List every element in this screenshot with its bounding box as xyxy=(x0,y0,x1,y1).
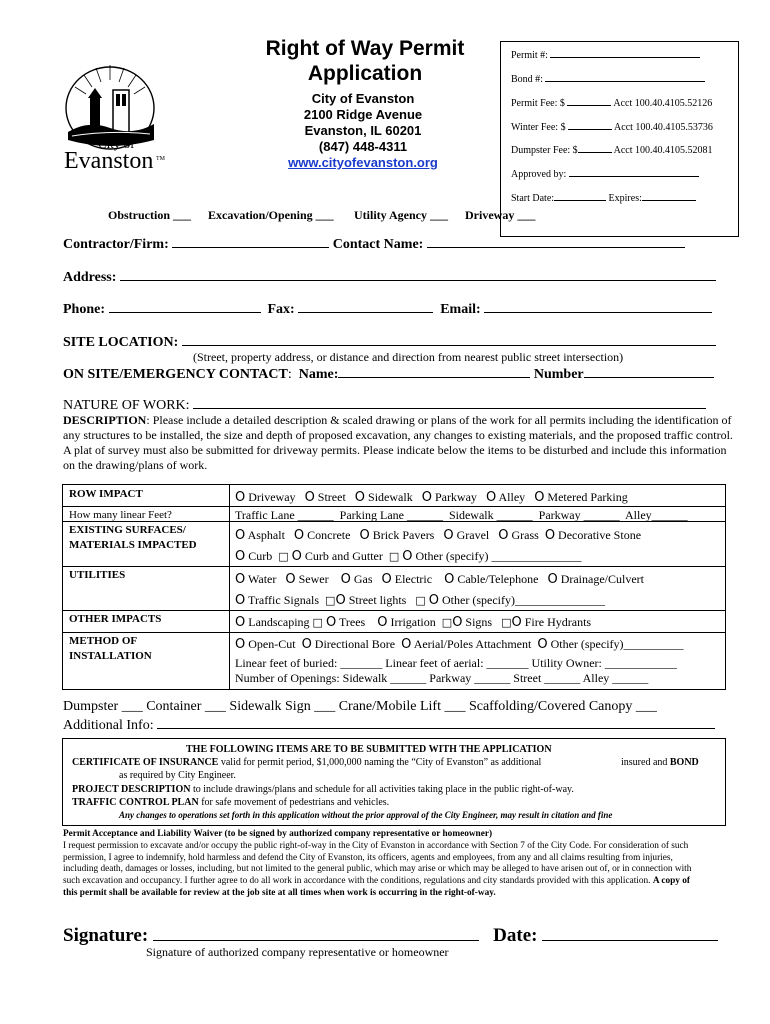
additional-info-label: Additional Info: xyxy=(63,718,154,733)
bond-number-label: Bond #: xyxy=(511,74,543,85)
approved-by-label: Approved by: xyxy=(511,169,567,180)
option-cable-telephone[interactable]: Cable/Telephone xyxy=(457,572,539,586)
permit-number-label: Permit #: xyxy=(511,50,548,61)
linear-parkway[interactable]: Parkway ______ xyxy=(538,508,620,522)
waiver-body: I request permission to excavate and/or occupy the public right-of-way in the City of Evanston in accordance with Section 7 of the City Code. For consideration of such permission, I agree to indemnify, hold harmless and defend the City of Evanston, its officers, agents and employees, from any and all claims resulting from injuries, including death, damages or losses, including, but not limited to the general public, which may arise or which may be alleged to have arisen out of, or in connection with such excavation and occupancy. I further agree to do all work in accordance with the conditions, regulations and city standards provided with this application. A copy of this permit shall be available for review at the job site at all times when work is occurring in the right-of-way. xyxy=(63,840,692,898)
option-landscaping[interactable]: Landscaping xyxy=(248,615,310,629)
site-location-row xyxy=(63,333,716,351)
option-method-other[interactable]: Other (specify)__________ xyxy=(550,637,684,651)
nature-of-work-row xyxy=(63,396,706,414)
option-sewer[interactable]: Sewer xyxy=(298,572,329,586)
impact-table xyxy=(62,484,726,690)
option-aerial-poles[interactable]: Aerial/Poles Attachment xyxy=(413,637,532,651)
phone-label: Phone: xyxy=(63,302,105,317)
permit-fee-field[interactable] xyxy=(567,97,611,106)
option-metered-parking[interactable]: Metered Parking xyxy=(547,490,628,504)
option-gas[interactable]: Gas xyxy=(353,572,373,586)
phone-row xyxy=(63,300,712,318)
start-date-field[interactable] xyxy=(554,192,606,201)
permit-fee-label: Permit Fee: $ xyxy=(511,98,565,109)
submission-requirements-box xyxy=(62,738,726,826)
option-sidewalk[interactable]: Sidewalk xyxy=(368,490,413,504)
utilities-options-2: O Traffic Signals □O Street lights □ O Other (specify)_______________ xyxy=(235,593,605,608)
city-name: City of Evanston xyxy=(311,91,415,106)
dumpster-fee-acct: Acct 100.40.4105.52081 xyxy=(613,145,713,156)
method-linear-feet[interactable]: Linear feet of buried: _______ Linear feet of aerial: _______ Utility Owner: ____________ xyxy=(235,656,677,670)
additional-info-row xyxy=(63,716,715,734)
expires-field[interactable] xyxy=(642,192,696,201)
nature-of-work-label: NATURE OF WORK: xyxy=(63,398,190,413)
phone-field[interactable] xyxy=(109,300,261,313)
option-decorative-stone[interactable]: Decorative Stone xyxy=(558,528,642,542)
option-signs[interactable]: Signs xyxy=(465,615,493,629)
surfaces-options-1: O Asphalt O Concrete O Brick Pavers O Gravel O Grass O Decorative Stone xyxy=(235,528,642,543)
address-row xyxy=(63,268,716,286)
page-title: Right of Way Permit Application xyxy=(265,37,465,85)
option-utility-other[interactable]: Other (specify)_______________ xyxy=(442,593,605,607)
permit-type-utility[interactable]: Utility Agency ___ xyxy=(354,208,448,222)
site-location-field[interactable] xyxy=(182,333,716,346)
winter-fee-field[interactable] xyxy=(568,121,612,130)
option-grass[interactable]: Grass xyxy=(511,528,539,542)
surfaces-label-1: EXISTING SURFACES/ xyxy=(69,524,186,536)
contractor-field[interactable] xyxy=(172,235,329,248)
contractor-label: Contractor/Firm: xyxy=(63,237,169,252)
other-impacts-options: O Landscaping □ O Trees O Irrigation □O Signs □O Fire Hydrants xyxy=(235,615,592,630)
bond-number-field[interactable] xyxy=(545,73,705,82)
linear-feet-options xyxy=(235,508,688,523)
submit-heading: THE FOLLOWING ITEMS ARE TO BE SUBMITTED WITH THE APPLICATION xyxy=(186,744,552,755)
contractor-row xyxy=(63,235,685,253)
fax-field[interactable] xyxy=(298,300,433,313)
permit-type-excavation[interactable]: Excavation/Opening ___ xyxy=(208,208,334,222)
option-fire-hydrants[interactable]: Fire Hydrants xyxy=(524,615,592,629)
winter-fee-acct: Acct 100.40.4105.53736 xyxy=(614,122,713,133)
emergency-number-label: Number xyxy=(533,367,584,382)
linear-alley[interactable]: Alley______ xyxy=(624,508,688,522)
signature-caption: Signature of authorized company representative or homeowner xyxy=(146,945,449,959)
linear-feet-label: How many linear Feet? xyxy=(69,509,172,521)
option-brick-pavers[interactable]: Brick Pavers xyxy=(372,528,435,542)
signature-field[interactable] xyxy=(153,924,479,941)
logo-text-large: Evanston xyxy=(64,148,154,174)
option-irrigation[interactable]: Irrigation xyxy=(390,615,436,629)
certificate-line: CERTIFICATE OF INSURANCE valid for permit period, $1,000,000 naming the “City of Evanston” as additional xyxy=(72,757,542,768)
option-concrete[interactable]: Concrete xyxy=(307,528,351,542)
city-logo xyxy=(58,60,168,175)
address-label: Address: xyxy=(63,270,117,285)
emergency-name-label: Name: xyxy=(298,367,339,382)
certificate-line-2: as required by City Engineer. xyxy=(119,770,236,781)
linear-parking-lane[interactable]: Parking Lane ______ xyxy=(339,508,443,522)
option-open-cut[interactable]: Open-Cut xyxy=(248,637,296,651)
office-use-box xyxy=(500,41,739,237)
dumpster-fee-field[interactable] xyxy=(578,144,612,153)
option-trees[interactable]: Trees xyxy=(338,615,366,629)
emergency-contact-label: ON SITE/EMERGENCY CONTACT xyxy=(63,367,288,382)
permit-number-field[interactable] xyxy=(550,49,700,58)
option-traffic-signals[interactable]: Traffic Signals xyxy=(248,593,320,607)
method-label-2: INSTALLATION xyxy=(69,650,152,662)
signature-label: Signature: xyxy=(63,925,149,946)
dumpster-fee-label: Dumpster Fee: $ xyxy=(511,145,578,156)
emergency-contact-row: ON SITE/EMERGENCY CONTACT: Name: Number xyxy=(63,365,714,383)
expires-label: Expires: xyxy=(608,193,642,204)
waiver-heading: Permit Acceptance and Liability Waiver (to be signed by authorized company representative or homeowner) xyxy=(63,829,493,839)
extras-line[interactable]: Dumpster ___ Container ___ Sidewalk Sign ___ Crane/Mobile Lift ___ Scaffolding/Covered Canopy ___ xyxy=(63,699,657,714)
date-label: Date: xyxy=(493,925,538,946)
city-phone: (847) 448-4311 xyxy=(318,139,408,154)
option-electric[interactable]: Electric xyxy=(394,572,433,586)
emergency-name-field[interactable] xyxy=(338,365,530,378)
project-description-line: PROJECT DESCRIPTION to include drawings/plans and schedule for all activities taking place in the public right-of-way. xyxy=(72,784,574,795)
utilities-options-1: O Water O Sewer O Gas O Electric O Cable/Telephone O Drainage/Culvert xyxy=(235,572,644,587)
signature-row xyxy=(63,924,718,947)
linear-sidewalk[interactable]: Sidewalk ______ xyxy=(448,508,533,522)
surfaces-options-2: O Curb □ O Curb and Gutter □ O Other (specify) _______________ xyxy=(235,549,582,564)
email-field[interactable] xyxy=(484,300,712,313)
city-state-zip: Evanston, IL 60201 xyxy=(304,123,422,138)
date-field[interactable] xyxy=(542,924,718,941)
option-curb[interactable]: Curb xyxy=(248,549,273,563)
option-street-lights[interactable]: Street lights xyxy=(348,593,407,607)
other-impacts-label: OTHER IMPACTS xyxy=(69,613,162,625)
linear-traffic-lane[interactable]: Traffic Lane ______ xyxy=(235,508,334,522)
permit-type-obstruction[interactable]: Obstruction ___ xyxy=(108,208,192,222)
address-field[interactable] xyxy=(120,268,716,281)
option-surface-other[interactable]: Other (specify) _______________ xyxy=(415,549,582,563)
certificate-line-cont: insured and BOND xyxy=(621,757,699,768)
city-address-block xyxy=(248,91,478,171)
emergency-number-field[interactable] xyxy=(584,365,714,378)
contact-name-label: Contact Name: xyxy=(332,237,424,252)
fax-label: Fax: xyxy=(267,302,295,317)
additional-info-field[interactable] xyxy=(157,716,715,729)
start-date-label: Start Date: xyxy=(511,193,555,204)
method-openings[interactable]: Number of Openings: Sidewalk ______ Parkway ______ Street ______ Alley ______ xyxy=(235,671,649,685)
option-water[interactable]: Water xyxy=(248,572,277,586)
logo-text-small: City of xyxy=(98,136,135,151)
method-options: O Open-Cut O Directional Bore O Aerial/Poles Attachment O Other (specify)__________ xyxy=(235,637,684,652)
city-website-link[interactable]: www.cityofevanston.org xyxy=(288,155,438,170)
winter-fee-label: Winter Fee: $ xyxy=(511,122,566,133)
option-driveway[interactable]: Driveway xyxy=(248,490,296,504)
option-street[interactable]: Street xyxy=(317,490,346,504)
liability-waiver xyxy=(63,829,703,900)
site-location-label: SITE LOCATION: xyxy=(63,335,179,350)
permit-type-driveway[interactable]: Driveway ___ xyxy=(465,208,536,222)
permit-fee-acct: Acct 100.40.4105.52126 xyxy=(613,98,713,109)
traffic-control-line: TRAFFIC CONTROL PLAN for safe movement of pedestrians and vehicles. xyxy=(72,797,390,808)
description-text: DESCRIPTION: Please include a detailed description & scaled drawing or plans of the work for all permits including the identification of any structures to be installed, the size and depth of proposed excavation, any changes to existing materials, and the proposed traffic control. A plat of survey must also be submitted for driveway permits. Please indicate below the items to be disturbed and include this information on the drawing/plans of work. xyxy=(63,413,733,472)
option-parkway[interactable]: Parkway xyxy=(434,490,477,504)
email-label: Email: xyxy=(440,302,481,317)
utilities-label: UTILITIES xyxy=(69,569,126,581)
row-impact-label: ROW IMPACT xyxy=(69,488,143,500)
approved-by-field[interactable] xyxy=(569,168,699,177)
option-asphalt[interactable]: Asphalt xyxy=(247,528,285,542)
warning-line: Any changes to operations set forth in this application without the prior approval of the City Engineer, may result in citation and fine xyxy=(119,810,613,820)
logo-tm: TM xyxy=(156,156,165,162)
option-curb-gutter[interactable]: Curb and Gutter xyxy=(304,549,383,563)
nature-of-work-field[interactable] xyxy=(193,396,706,409)
option-alley[interactable]: Alley xyxy=(498,490,526,504)
row-impact-options: O Driveway O Street O Sidewalk O Parkway O Alley O Metered Parking xyxy=(235,490,628,505)
site-location-hint: (Street, property address, or distance and direction from nearest public street intersection) xyxy=(193,350,624,364)
contact-name-field[interactable] xyxy=(427,235,685,248)
option-gravel[interactable]: Gravel xyxy=(456,528,490,542)
option-directional-bore[interactable]: Directional Bore xyxy=(314,637,396,651)
method-label-1: METHOD OF xyxy=(69,635,138,647)
city-street: 2100 Ridge Avenue xyxy=(303,107,423,122)
surfaces-label-2: MATERIALS IMPACTED xyxy=(69,539,197,551)
option-drainage-culvert[interactable]: Drainage/Culvert xyxy=(560,572,644,586)
